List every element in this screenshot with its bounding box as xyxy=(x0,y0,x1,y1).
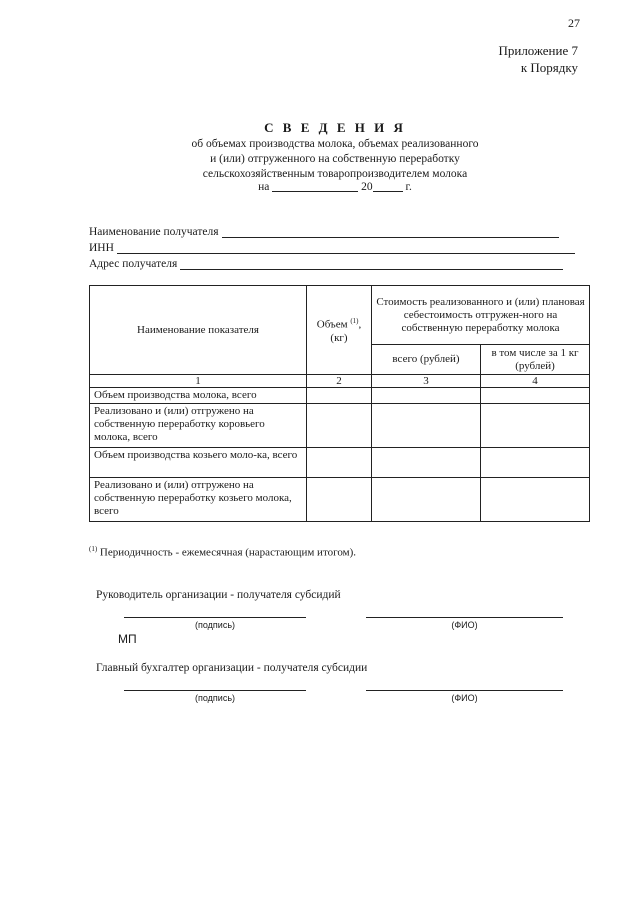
subtitle-line-1: об объемах производства молока, объемах реализованного xyxy=(191,138,479,150)
footnote xyxy=(89,545,356,559)
recipient-name-input-line[interactable] xyxy=(222,227,559,238)
appendix-line-2: к Порядку xyxy=(520,60,578,75)
accountant-signature-line[interactable] xyxy=(124,690,306,691)
subtitle-line-3: сельскохозяйственным товаропроизводителем молока xyxy=(202,168,468,180)
recipient-address-label: Адрес получателя xyxy=(89,258,178,270)
header-indicator: Наименование показателя xyxy=(90,286,307,375)
inn-input-line[interactable] xyxy=(117,243,575,254)
accountant-name-caption: (ФИО) xyxy=(451,693,478,703)
head-signer-title: Руководитель организации - получателя субсидий xyxy=(96,589,341,601)
header-volume xyxy=(307,286,372,375)
cost-per-kg-cell[interactable] xyxy=(481,448,590,478)
cost-per-kg-cell[interactable] xyxy=(481,388,590,404)
document-subtitle xyxy=(0,137,640,182)
document-title: С В Е Д Е Н И Я xyxy=(264,120,406,135)
appendix-line-1: Приложение 7 xyxy=(498,43,578,58)
date-year-prefix: 20 xyxy=(361,181,373,193)
header-volume-comma: , xyxy=(358,318,362,331)
date-day-month-blank[interactable] xyxy=(272,191,358,192)
head-name-caption: (ФИО) xyxy=(451,620,478,630)
stamp-place: МП xyxy=(118,632,137,646)
table-row xyxy=(90,478,590,522)
cost-per-kg-cell[interactable] xyxy=(481,404,590,448)
volume-cell[interactable] xyxy=(307,404,372,448)
column-number: 1 xyxy=(90,375,307,388)
report-date-line xyxy=(0,181,640,193)
subtitle-line-2: и (или) отгруженного на собственную переработку xyxy=(210,153,460,165)
recipient-name-field xyxy=(89,226,559,238)
inn-label: ИНН xyxy=(89,242,114,254)
milk-data-table xyxy=(89,285,590,522)
appendix-reference xyxy=(498,42,578,76)
recipient-name-label: Наименование получателя xyxy=(89,226,219,238)
column-number: 2 xyxy=(307,375,372,388)
accountant-signer-title: Главный бухгалтер организации - получателя субсидии xyxy=(96,662,368,674)
accountant-name-line[interactable] xyxy=(366,690,563,691)
head-signature-caption: (подпись) xyxy=(194,620,236,630)
row-label: Объем производства козьего моло-ка, всего xyxy=(90,448,307,478)
column-number: 3 xyxy=(372,375,481,388)
recipient-address-field xyxy=(89,258,563,270)
inn-field xyxy=(89,242,575,254)
head-signature-line[interactable] xyxy=(124,617,306,618)
header-cost-per-kg: в том числе за 1 кг (рублей) xyxy=(481,345,590,375)
table-row xyxy=(90,404,590,448)
row-label: Объем производства молока, всего xyxy=(90,388,307,404)
date-year-blank[interactable] xyxy=(373,191,403,192)
cost-total-cell[interactable] xyxy=(372,388,481,404)
page-number: 27 xyxy=(568,16,580,30)
row-label: Реализовано и (или) отгружено на собственную переработку коровьего молока, всего xyxy=(90,404,307,448)
footnote-text: Периодичность - ежемесячная (нарастающим итогом). xyxy=(99,546,357,559)
volume-cell[interactable] xyxy=(307,388,372,404)
table-row xyxy=(90,448,590,478)
head-name-line[interactable] xyxy=(366,617,563,618)
header-volume-label: Объем xyxy=(316,318,348,331)
row-label: Реализовано и (или) отгружено на собственную переработку козьего молока, всего xyxy=(90,478,307,522)
header-cost-total: всего (рублей) xyxy=(372,345,481,375)
accountant-signature-caption: (подпись) xyxy=(194,693,236,703)
volume-cell[interactable] xyxy=(307,478,372,522)
column-number: 4 xyxy=(481,375,590,388)
table-row xyxy=(90,388,590,404)
volume-cell[interactable] xyxy=(307,448,372,478)
cost-total-cell[interactable] xyxy=(372,404,481,448)
cost-total-cell[interactable] xyxy=(372,448,481,478)
header-volume-unit: (кг) xyxy=(330,331,348,344)
date-prefix: на xyxy=(258,181,270,193)
date-suffix: г. xyxy=(405,181,412,193)
recipient-address-input-line[interactable] xyxy=(180,259,563,270)
column-number-row xyxy=(90,375,590,388)
cost-per-kg-cell[interactable] xyxy=(481,478,590,522)
cost-total-cell[interactable] xyxy=(372,478,481,522)
footnote-ref-mark: (1) xyxy=(350,317,359,326)
header-cost: Стоимость реализованного и (или) плановая себестоимость отгружен-ного на собственную переработку молока xyxy=(372,286,590,345)
footnote-mark: (1) xyxy=(89,545,98,553)
